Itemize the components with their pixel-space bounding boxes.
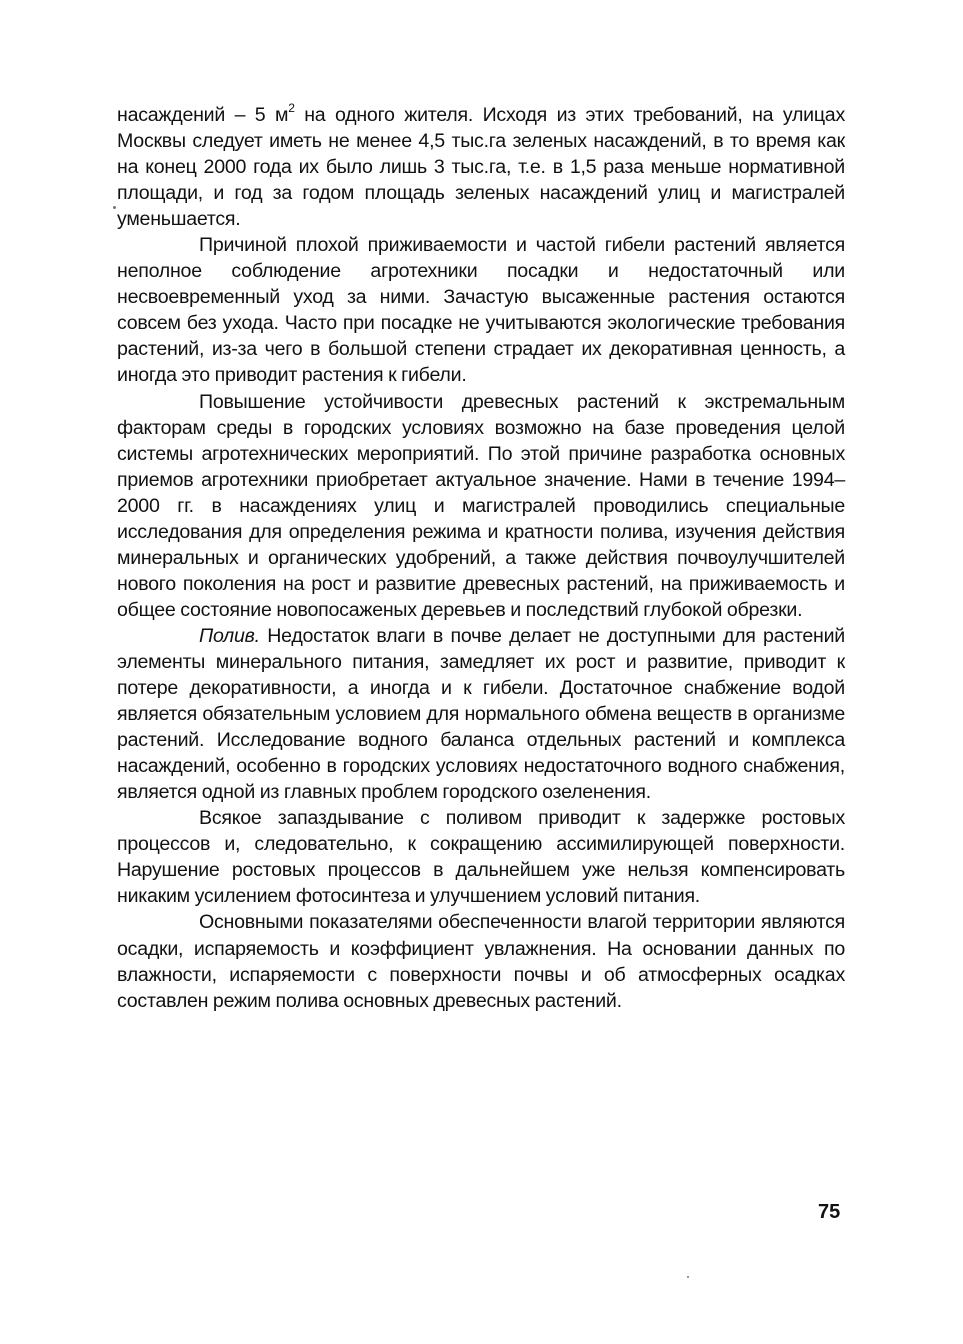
- superscript-2: 2: [288, 101, 295, 115]
- paragraph-3: Повышение устойчивости древесных растений к экстремальным факторам среды в городских условиях возможно на базе проведения целой системы агротехнических мероприятий. По этой причине разработка основных приемов агротехники приобретает актуальное значение. Нами в течение 1994–2000 гг. в насаждениях улиц и магистралей проводились специальные исследования для определения режима и кратности полива, изучения действия минеральных и органических удобрений, а также действия почвоулучшителей нового поколения на рост и развитие древесных растений, на приживаемость и общее состояние новопосаженых деревьев и последствий глубокой обрезки.: [117, 390, 845, 621]
- paragraph-4-text: Недостаток влаги в почве делает не доступными для растений элементы минерального питания, замедляет их рост и развитие, приводит к потере декоративности, а иногда и к гибели. Достаточное снабжение водой является обязательным условием для нормального обмена веществ в организме растений. Исследование водного баланса отдельных растений и комплекса насаждений, особенно в городских условиях недостаточного водного снабжения, является одной из главных проблем городского озеленения.: [117, 624, 845, 804]
- paragraph-6: Основными показателями обеспеченности влагой территории являются осадки, испаряемость и коэффициент увлажнения. На основании данных по влажности, испаряемости с поверхности почвы и об атмосферных осадках составлен режим полива основных древесных растений.: [117, 911, 845, 1012]
- paragraph-1-lead: насаждений – 5 м: [117, 104, 289, 126]
- paragraph-5: Всякое запаздывание с поливом приводит к задержке ростовых процессов и, следовательно, к сокращению ассимилирующей поверхности. Нарушение ростовых процессов в дальнейшем уже нельзя компенсировать никаким усилением фотосинтеза и улучшением условий питания.: [117, 807, 845, 908]
- paragraph-2: Причиной плохой приживаемости и частой гибели растений является неполное соблюдение агротехники посадки и недостаточный или несвоевременный уход за ними. Зачастую высаженные растения остаются совсем без ухода. Часто при посадке не учитываются экологические требования растений, из-за чего в большой степени страдает их декоративная ценность, а иногда это приводит растения к гибели.: [117, 234, 845, 387]
- page-body: [117, 102, 845, 1014]
- paragraph-1-text: на одного жителя. Исходя из этих требований, на улицах Москвы следует иметь не менее 4,5 тыс.га зеленых насаждений, в то время как на конец 2000 года их было лишь 3 тыс.га, т.е. в 1,5 раза меньше нормативной площади, и год за годом площадь зеленых насаждений улиц и магистралей уменьшается.: [117, 104, 846, 231]
- scan-speck: [687, 1276, 689, 1278]
- paragraph-4: [117, 623, 845, 805]
- scan-speck: [113, 206, 116, 209]
- page-number: 75: [818, 1201, 841, 1223]
- run-in-heading: Полив.: [199, 624, 260, 647]
- paragraph-1: [117, 102, 845, 232]
